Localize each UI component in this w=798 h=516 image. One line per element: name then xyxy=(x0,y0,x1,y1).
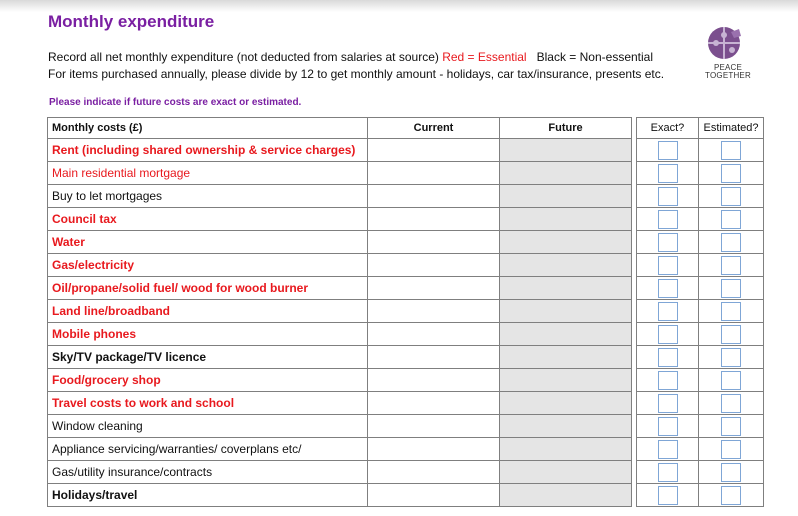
estimated-checkbox[interactable] xyxy=(721,394,741,413)
estimated-checkbox[interactable] xyxy=(721,256,741,275)
estimated-cell xyxy=(699,231,764,254)
exact-cell xyxy=(637,254,699,277)
expense-label: Sky/TV package/TV licence xyxy=(48,346,368,369)
exact-cell xyxy=(637,415,699,438)
current-amount-cell[interactable] xyxy=(368,139,500,162)
exact-cell xyxy=(637,461,699,484)
exact-checkbox[interactable] xyxy=(658,210,678,229)
certainty-row xyxy=(637,208,764,231)
expense-row xyxy=(48,254,632,277)
exact-checkbox[interactable] xyxy=(658,417,678,436)
future-amount-cell[interactable] xyxy=(500,438,632,461)
estimated-checkbox[interactable] xyxy=(721,279,741,298)
expense-row xyxy=(48,139,632,162)
certainty-table xyxy=(636,117,764,507)
exact-cell xyxy=(637,162,699,185)
expense-row xyxy=(48,369,632,392)
exact-checkbox[interactable] xyxy=(658,279,678,298)
current-amount-cell[interactable] xyxy=(368,300,500,323)
header-future: Future xyxy=(500,118,632,139)
expense-label: Mobile phones xyxy=(48,323,368,346)
exact-cell xyxy=(637,300,699,323)
expense-row xyxy=(48,185,632,208)
expense-row xyxy=(48,484,632,507)
estimated-checkbox[interactable] xyxy=(721,187,741,206)
estimated-checkbox[interactable] xyxy=(721,210,741,229)
expense-label: Gas/electricity xyxy=(48,254,368,277)
estimated-checkbox[interactable] xyxy=(721,371,741,390)
exact-checkbox[interactable] xyxy=(658,486,678,505)
certainty-row xyxy=(637,346,764,369)
expenditure-header-row xyxy=(48,118,632,139)
certainty-row xyxy=(637,300,764,323)
expense-label: Holidays/travel xyxy=(48,484,368,507)
estimated-checkbox[interactable] xyxy=(721,440,741,459)
intro-text xyxy=(48,49,664,83)
estimated-checkbox[interactable] xyxy=(721,348,741,367)
certainty-row xyxy=(637,254,764,277)
exact-checkbox[interactable] xyxy=(658,371,678,390)
estimated-cell xyxy=(699,369,764,392)
exact-cell xyxy=(637,369,699,392)
exact-checkbox[interactable] xyxy=(658,394,678,413)
estimated-cell xyxy=(699,185,764,208)
header-estimated: Estimated? xyxy=(699,118,764,139)
page-title: Monthly expenditure xyxy=(48,12,215,31)
peace-together-logo xyxy=(703,26,753,82)
future-amount-cell[interactable] xyxy=(500,185,632,208)
estimated-checkbox[interactable] xyxy=(721,233,741,252)
future-amount-cell[interactable] xyxy=(500,162,632,185)
certainty-row xyxy=(637,277,764,300)
exact-checkbox[interactable] xyxy=(658,233,678,252)
estimated-checkbox[interactable] xyxy=(721,463,741,482)
certainty-row xyxy=(637,185,764,208)
future-amount-cell[interactable] xyxy=(500,461,632,484)
expense-label: Food/grocery shop xyxy=(48,369,368,392)
current-amount-cell[interactable] xyxy=(368,484,500,507)
exact-cell xyxy=(637,277,699,300)
non-essential-key: Black = Non-essential xyxy=(536,50,653,64)
expense-row xyxy=(48,461,632,484)
exact-cell xyxy=(637,323,699,346)
estimated-cell xyxy=(699,484,764,507)
expense-label: Main residential mortgage xyxy=(48,162,368,185)
current-amount-cell[interactable] xyxy=(368,438,500,461)
expense-row xyxy=(48,208,632,231)
estimated-cell xyxy=(699,254,764,277)
header-current: Current xyxy=(368,118,500,139)
future-amount-cell[interactable] xyxy=(500,392,632,415)
certainty-row xyxy=(637,231,764,254)
exact-checkbox[interactable] xyxy=(658,256,678,275)
expense-row xyxy=(48,346,632,369)
estimated-cell xyxy=(699,139,764,162)
expenditure-table xyxy=(47,117,632,507)
estimated-checkbox[interactable] xyxy=(721,325,741,344)
expense-label: Council tax xyxy=(48,208,368,231)
estimated-checkbox[interactable] xyxy=(721,417,741,436)
estimated-cell xyxy=(699,162,764,185)
certainty-row xyxy=(637,438,764,461)
certainty-row xyxy=(637,369,764,392)
current-amount-cell[interactable] xyxy=(368,185,500,208)
exact-cell xyxy=(637,139,699,162)
future-amount-cell[interactable] xyxy=(500,277,632,300)
expense-row xyxy=(48,438,632,461)
intro-line-1 xyxy=(48,49,664,66)
expense-row xyxy=(48,162,632,185)
certainty-row xyxy=(637,415,764,438)
expense-row xyxy=(48,300,632,323)
expense-row xyxy=(48,323,632,346)
future-amount-cell[interactable] xyxy=(500,484,632,507)
logo-line-1: PEACE xyxy=(713,63,743,72)
exact-checkbox[interactable] xyxy=(658,440,678,459)
future-amount-cell[interactable] xyxy=(500,300,632,323)
estimated-cell xyxy=(699,323,764,346)
exact-checkbox[interactable] xyxy=(658,463,678,482)
future-amount-cell[interactable] xyxy=(500,139,632,162)
certainty-row xyxy=(637,484,764,507)
future-amount-cell[interactable] xyxy=(500,254,632,277)
current-amount-cell[interactable] xyxy=(368,369,500,392)
estimated-cell xyxy=(699,438,764,461)
expense-row xyxy=(48,277,632,300)
estimated-cell xyxy=(699,300,764,323)
certainty-row xyxy=(637,323,764,346)
current-amount-cell[interactable] xyxy=(368,415,500,438)
exact-checkbox[interactable] xyxy=(658,141,678,160)
future-amount-cell[interactable] xyxy=(500,369,632,392)
expense-label: Land line/broadband xyxy=(48,300,368,323)
header-exact: Exact? xyxy=(637,118,699,139)
exact-checkbox[interactable] xyxy=(658,164,678,183)
exact-cell xyxy=(637,484,699,507)
exact-cell xyxy=(637,438,699,461)
exact-checkbox[interactable] xyxy=(658,348,678,367)
current-amount-cell[interactable] xyxy=(368,162,500,185)
estimated-cell xyxy=(699,392,764,415)
exact-checkbox[interactable] xyxy=(658,325,678,344)
current-amount-cell[interactable] xyxy=(368,392,500,415)
expense-label: Travel costs to work and school xyxy=(48,392,368,415)
current-amount-cell[interactable] xyxy=(368,323,500,346)
expense-label: Water xyxy=(48,231,368,254)
future-amount-cell[interactable] xyxy=(500,346,632,369)
certainty-row xyxy=(637,461,764,484)
puzzle-icon xyxy=(703,26,753,66)
certainty-header-row xyxy=(637,118,764,139)
current-amount-cell[interactable] xyxy=(368,277,500,300)
essential-key: Red = Essential xyxy=(442,50,527,64)
estimated-cell xyxy=(699,277,764,300)
current-amount-cell[interactable] xyxy=(368,254,500,277)
exact-cell xyxy=(637,208,699,231)
header-monthly-costs: Monthly costs (£) xyxy=(48,118,368,139)
estimated-checkbox[interactable] xyxy=(721,164,741,183)
expense-label: Window cleaning xyxy=(48,415,368,438)
intro-line-1-prefix: Record all net monthly expenditure (not deducted from salaries at source) xyxy=(48,50,443,64)
certainty-row xyxy=(637,162,764,185)
expense-row xyxy=(48,231,632,254)
exact-cell xyxy=(637,231,699,254)
expense-label: Gas/utility insurance/contracts xyxy=(48,461,368,484)
estimated-checkbox[interactable] xyxy=(721,486,741,505)
future-costs-note: Please indicate if future costs are exact or estimated. xyxy=(49,97,302,108)
logo-line-2: TOGETHER xyxy=(705,71,751,80)
future-amount-cell[interactable] xyxy=(500,231,632,254)
exact-checkbox[interactable] xyxy=(658,187,678,206)
exact-cell xyxy=(637,185,699,208)
current-amount-cell[interactable] xyxy=(368,208,500,231)
exact-cell xyxy=(637,346,699,369)
expense-label: Appliance servicing/warranties/ coverplans etc/ xyxy=(48,438,368,461)
expense-label: Buy to let mortgages xyxy=(48,185,368,208)
estimated-cell xyxy=(699,208,764,231)
future-amount-cell[interactable] xyxy=(500,415,632,438)
expense-label: Rent (including shared ownership & service charges) xyxy=(48,139,368,162)
estimated-cell xyxy=(699,415,764,438)
current-amount-cell[interactable] xyxy=(368,461,500,484)
intro-line-2: For items purchased annually, please divide by 12 to get monthly amount - holidays, car tax/insurance, presents etc. xyxy=(48,67,665,81)
expense-label: Oil/propane/solid fuel/ wood for wood burner xyxy=(48,277,368,300)
estimated-checkbox[interactable] xyxy=(721,302,741,321)
expense-row xyxy=(48,415,632,438)
estimated-cell xyxy=(699,346,764,369)
estimated-cell xyxy=(699,461,764,484)
estimated-checkbox[interactable] xyxy=(721,141,741,160)
future-amount-cell[interactable] xyxy=(500,208,632,231)
current-amount-cell[interactable] xyxy=(368,346,500,369)
certainty-row xyxy=(637,392,764,415)
exact-checkbox[interactable] xyxy=(658,302,678,321)
future-amount-cell[interactable] xyxy=(500,323,632,346)
certainty-row xyxy=(637,139,764,162)
logo-text xyxy=(703,64,753,80)
top-shade xyxy=(0,0,798,12)
expense-row xyxy=(48,392,632,415)
current-amount-cell[interactable] xyxy=(368,231,500,254)
exact-cell xyxy=(637,392,699,415)
